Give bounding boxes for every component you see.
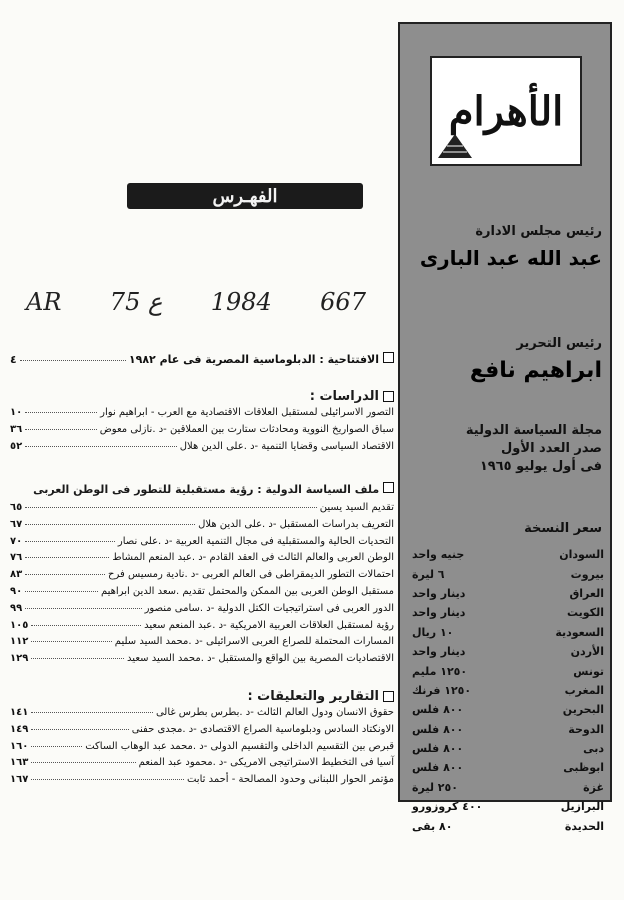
toc-title: رؤية لمستقبل العلاقات العربية الامريكية -د .عبد المنعم سعيد (144, 619, 394, 631)
price-row (404, 720, 604, 739)
dot-leader (25, 608, 141, 609)
price-value: ١٢٥٠ مليم (412, 664, 468, 678)
editor-name: ابراهيم نافع (469, 358, 602, 383)
price-row (404, 545, 604, 564)
price-list (404, 545, 604, 836)
handwritten-note (26, 282, 366, 322)
toc-row (10, 552, 394, 569)
journal-line: مجلة السياسة الدولية (465, 423, 602, 438)
checkbox-square-icon (383, 352, 394, 363)
toc-page: ١٢٩ (10, 653, 29, 665)
journal-line: صدر العدد الأول (501, 441, 602, 456)
price-value: ١٢٥٠ فرنك (412, 683, 472, 697)
toc-title: حقوق الانسان ودول العالم الثالث -د .بطرس بطرس غالى (155, 707, 394, 718)
dot-leader (25, 412, 97, 413)
price-value: ٢٥٠ ليرة (412, 780, 458, 794)
index-heading-text: الفهـرس (212, 185, 278, 207)
toc-title: الدور العربى فى استراتيجيات الكتل الدولية -د .سامى منصور (144, 602, 394, 614)
toc-row (10, 502, 394, 519)
toc-row (10, 407, 394, 424)
toc-row (10, 774, 394, 791)
toc-page: ١٤٩ (10, 723, 29, 735)
toc-row (10, 352, 394, 369)
toc-title: الاقتصاديات المصرية بين الواقع والمستقبل -د .محمد السيد سعيد (127, 653, 394, 665)
dot-leader (20, 360, 126, 361)
dot-leader (25, 541, 115, 542)
toc-page: ٤ (10, 353, 17, 366)
handwritten-code: 75 ع (109, 288, 163, 316)
toc-row (10, 519, 394, 536)
price-row (404, 758, 604, 777)
price-row (404, 681, 604, 700)
studies-section (10, 389, 394, 457)
price-row (404, 564, 604, 583)
price-country: دبى (583, 742, 604, 756)
price-value: ٨٠٠ فلس (412, 742, 464, 756)
dot-leader (25, 429, 96, 430)
price-value: دينار واحد (412, 586, 466, 600)
price-country: الكويت (567, 606, 604, 620)
journal-line: فى أول يوليو ١٩٦٥ (479, 459, 602, 474)
price-row (404, 584, 604, 603)
price-value: ٨٠ بقى (412, 819, 453, 833)
toc-page: ٧٦ (10, 552, 23, 564)
toc-page: ٧٠ (10, 535, 23, 547)
dot-leader (31, 746, 82, 747)
logo-text: الأهرام (448, 87, 564, 135)
price-row (404, 661, 604, 680)
price-row (404, 778, 604, 797)
section-title (10, 689, 394, 704)
price-country: البرازيل (560, 800, 604, 814)
dot-leader (25, 524, 195, 525)
checkbox-square-icon (383, 391, 394, 402)
section-title (10, 389, 394, 404)
toc-page: ١٠ (10, 407, 23, 418)
chairman-label: رئيس مجلس الادارة (475, 224, 602, 239)
toc-title: التعريف بدراسات المستقبل -د .على الدين هلال (198, 518, 394, 530)
price-value: جنيه واحد (412, 548, 465, 562)
price-row (404, 797, 604, 816)
toc-page: ١٦٠ (10, 740, 29, 752)
dot-leader (25, 591, 98, 592)
toc-page: ٦٧ (10, 518, 23, 530)
dot-leader (31, 658, 124, 659)
toc-row (10, 536, 394, 553)
toc-page: ٩٩ (10, 602, 23, 614)
price-row (404, 700, 604, 719)
price-country: الحديدة (564, 819, 604, 833)
logo (430, 56, 582, 166)
toc-row (10, 707, 394, 724)
toc-title: التصور الاسرائيلى لمستقبل العلاقات الاقتصادية مع العرب - ابراهيم نوار (100, 407, 394, 418)
toc-page: ٨٣ (10, 569, 23, 581)
dot-leader (25, 507, 317, 508)
dot-leader (31, 712, 153, 713)
toc-row (10, 569, 394, 586)
toc-row (10, 441, 394, 458)
toc-title: مستقبل الوطن العربى بين الممكن والمحتمل تقديم .سعد الدين ابراهيم (100, 585, 394, 597)
price-value: ٦ ليرة (412, 567, 445, 581)
section-title-text: ملف السياسة الدولية : رؤية مستقبلية للتطور فى الوطن العربى (33, 483, 380, 496)
reports-section (10, 689, 394, 791)
price-country: العراق (569, 586, 604, 600)
pyramid-icon (438, 132, 472, 158)
section-title (10, 482, 394, 496)
price-value: ٨٠٠ فلس (412, 761, 464, 775)
toc-row (10, 653, 394, 670)
checkbox-square-icon (383, 691, 394, 702)
price-country: المغرب (564, 683, 604, 697)
dot-leader (31, 762, 135, 763)
handwritten-code: 1984 (210, 288, 272, 316)
toc-row (10, 603, 394, 620)
handwritten-code: AR (26, 288, 62, 316)
checkbox-square-icon (383, 482, 394, 493)
price-country: البحرين (562, 703, 604, 717)
toc-title: سباق الصواريخ النووية ومحادثات ستارت بين العملاقين -د .نازلى معوض (99, 423, 394, 435)
toc-row (10, 424, 394, 441)
dot-leader (31, 641, 111, 642)
dot-leader (25, 557, 109, 558)
toc-row (10, 757, 394, 774)
toc-page: ٦٥ (10, 502, 23, 513)
toc-page: ١٠٥ (10, 619, 29, 631)
price-country: الأردن (570, 645, 604, 659)
price-title: سعر النسخة (524, 521, 602, 536)
toc-row (10, 636, 394, 653)
handwritten-code: 667 (320, 288, 366, 316)
toc-page: ٣٦ (10, 423, 23, 435)
price-value: ١٠ ريال (412, 625, 454, 639)
price-country: ابوظبى (563, 761, 604, 775)
price-row (404, 816, 604, 835)
chairman-name: عبد الله عبد البارى (419, 246, 602, 270)
section-title-text: التقارير والتعليقات : (247, 689, 379, 704)
opening-section (10, 352, 394, 369)
price-row (404, 623, 604, 642)
editor-label: رئيس التحرير (516, 336, 602, 351)
toc-title: الاونكتاد السادس ودبلوماسية الصراع الاقتصادى -د .مجدى حفنى (131, 723, 394, 735)
toc-title: مؤتمر الحوار اللبنانى وحدود المصالحة - أحمد ثابت (186, 774, 394, 786)
toc-title: المسارات المحتملة للصراع العربى الاسرائيلى -د .محمد السيد سليم (114, 636, 394, 648)
price-value: ٨٠٠ فلس (412, 703, 464, 717)
price-country: السودان (559, 548, 604, 562)
toc-title: آسيا فى التخطيط الاستراتيجى الامريكى -د .محمود عبد المنعم (138, 757, 394, 769)
toc-title: الوطن العربى والعالم الثالث فى العقد القادم -د .عبد المنعم المشاط (112, 552, 394, 564)
file-section (10, 482, 394, 670)
price-country: الدوحة (568, 722, 604, 736)
toc-page: ١١٢ (10, 636, 29, 648)
toc-title: تقديم السيد يسين (319, 502, 394, 513)
dot-leader (31, 779, 184, 780)
price-value: دينار واحد (412, 645, 466, 659)
toc-title: التحديات الحالية والمستقبلية فى مجال التنمية العربية -د .على نصار (117, 535, 394, 547)
toc-page: ١٦٣ (10, 757, 29, 769)
toc-row (10, 620, 394, 637)
price-value: ٤٠٠ كروزورو (412, 800, 483, 814)
toc-page: ١٤١ (10, 707, 29, 718)
price-country: بيروت (570, 567, 604, 581)
toc-row (10, 741, 394, 758)
dot-leader (25, 446, 177, 447)
price-country: السعودية (555, 625, 604, 639)
toc-page: ٥٢ (10, 440, 23, 452)
dot-leader (25, 574, 105, 575)
toc-title: احتمالات التطور الديمقراطى فى العالم العربى -د .نادية رمسيس فرح (108, 569, 394, 581)
index-heading (127, 183, 363, 209)
price-value: دينار واحد (412, 606, 466, 620)
price-row (404, 739, 604, 758)
price-value: ٨٠٠ فلس (412, 722, 464, 736)
toc-title: قبرص بين التقسيم الداخلى والتقسيم الدولى -د .محمد عبد الوهاب الساكت (85, 740, 394, 752)
price-country: غزة (583, 780, 604, 794)
toc-row (10, 586, 394, 603)
section-title-text: الدراسات : (309, 389, 379, 404)
price-row (404, 642, 604, 661)
toc-title: الافتتاحية : الدبلوماسية المصرية فى عام ١٩٨٢ (128, 353, 379, 366)
masthead-panel (398, 22, 612, 833)
toc-title: الاقتصاد السياسى وقضايا التنمية -د .على الدين هلال (179, 440, 394, 452)
journal-info (466, 422, 602, 476)
toc-row (10, 724, 394, 741)
price-country: تونس (573, 664, 604, 678)
dot-leader (31, 625, 141, 626)
toc-page: ٩٠ (10, 585, 23, 597)
dot-leader (31, 729, 128, 730)
toc-page: ١٦٧ (10, 774, 29, 786)
price-row (404, 603, 604, 622)
